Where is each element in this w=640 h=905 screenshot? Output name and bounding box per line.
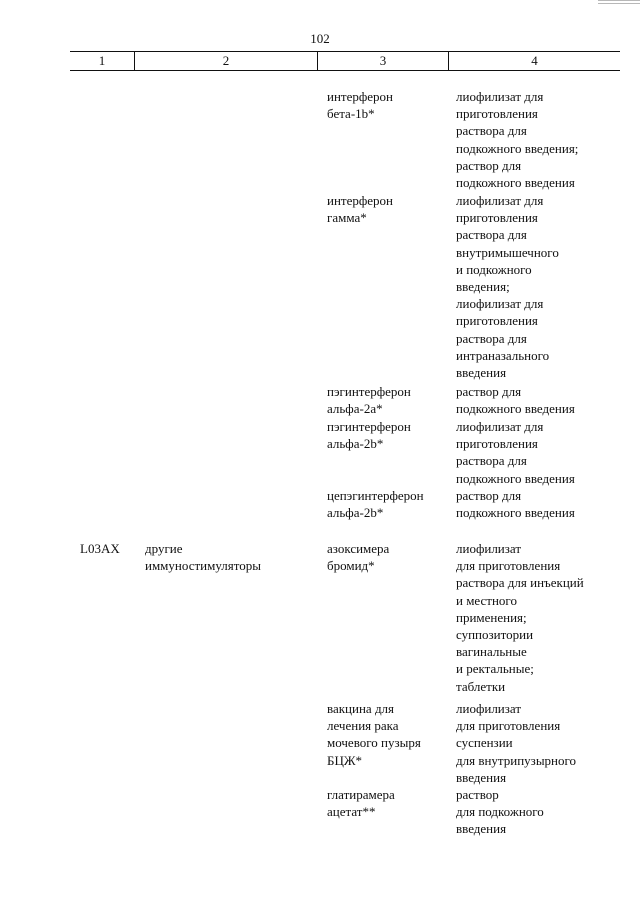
- drug-name-line: азоксимера: [327, 541, 390, 556]
- dosage-form-line: лиофилизат для: [456, 89, 544, 104]
- dosage-form-line: введения: [456, 365, 507, 381]
- dosage-form-line: лиофилизат: [456, 541, 522, 556]
- dosage-form-azoximer-bromide: [456, 540, 584, 695]
- drug-name-line: вакцина для: [327, 701, 395, 716]
- atc-group-name: [145, 540, 261, 574]
- dosage-form-line: суппозитории: [456, 627, 534, 643]
- drug-name-line: пэгинтерферон: [327, 419, 411, 434]
- dosage-form-cepeginterferon-alfa-2b: [456, 487, 575, 521]
- dosage-form-line: и ректальные;: [456, 661, 534, 677]
- dosage-form-line: и подкожного: [456, 261, 532, 277]
- dosage-form-line: лиофилизат для: [456, 193, 544, 208]
- drug-name-line: альфа-2b*: [327, 436, 384, 452]
- drug-name-line: БЦЖ*: [327, 752, 363, 768]
- drug-name-interferon-beta-1b: [327, 88, 393, 122]
- dosage-form-line: вагинальные: [456, 644, 527, 660]
- drug-name-line: бромид*: [327, 558, 375, 574]
- dosage-form-line: интраназального: [456, 347, 550, 363]
- dosage-form-line: лиофилизат для: [456, 296, 544, 312]
- scan-corner-mark: [598, 0, 640, 6]
- drug-name-line: пэгинтерферон: [327, 384, 411, 399]
- dosage-form-line: подкожного введения: [456, 470, 575, 486]
- dosage-form-line: раствор: [456, 787, 499, 802]
- drug-name-glatiramer-acetate: [327, 786, 395, 820]
- dosage-form-line: для приготовления: [456, 718, 561, 734]
- drug-name-bcg-vaccine: [327, 700, 421, 769]
- dosage-form-line: подкожного введения: [456, 401, 575, 417]
- drug-name-line: мочевого пузыря: [327, 735, 421, 751]
- drug-name-line: интерферон: [327, 193, 394, 208]
- dosage-form-line: раствор для: [456, 157, 522, 173]
- dosage-form-line: раствора для: [456, 123, 527, 139]
- drug-name-line: цепэгинтерферон: [327, 488, 424, 503]
- drug-name-line: глатирамера: [327, 787, 395, 802]
- dosage-form-line: раствора для: [456, 453, 527, 469]
- drug-name-line: альфа-2b*: [327, 505, 384, 521]
- dosage-form-line: подкожного введения: [456, 505, 575, 521]
- atc-code: [80, 540, 120, 557]
- column-header-row: [70, 51, 620, 71]
- dosage-form-line: суспензии: [456, 735, 513, 751]
- dosage-form-line: раствора для: [456, 227, 527, 243]
- dosage-form-line: и местного: [456, 592, 517, 608]
- drug-name-line: бета-1b*: [327, 106, 375, 122]
- dosage-form-line: лиофилизат: [456, 701, 522, 716]
- dosage-form-interferon-gamma: [456, 192, 559, 381]
- page-number: 102: [310, 31, 330, 46]
- dosage-form-line: раствор для: [456, 488, 522, 503]
- dosage-form-line: приготовления: [456, 210, 538, 226]
- dosage-form-line: приготовления: [456, 106, 538, 122]
- drug-name-line: ацетат**: [327, 804, 376, 820]
- dosage-form-line: приготовления: [456, 313, 538, 329]
- dosage-form-line: подкожного введения;: [456, 140, 579, 156]
- dosage-form-interferon-beta-1b: [456, 88, 578, 191]
- dosage-form-line: введения: [456, 769, 507, 785]
- dosage-form-line: раствор для: [456, 384, 522, 399]
- drug-name-line: лечения рака: [327, 718, 399, 734]
- dosage-form-line: таблетки: [456, 678, 506, 694]
- atc-group-name-line: другие: [145, 541, 183, 556]
- atc-group-name-line: иммуностимуляторы: [145, 558, 261, 574]
- drug-name-azoximer-bromide: [327, 540, 389, 574]
- dosage-form-line: для внутрипузырного: [456, 752, 577, 768]
- dosage-form-line: для подкожного: [456, 804, 544, 820]
- dosage-form-line: раствора для: [456, 330, 527, 346]
- column-header-3: 3: [318, 52, 449, 70]
- drug-name-interferon-gamma: [327, 192, 393, 226]
- dosage-form-glatiramer-acetate: [456, 786, 544, 838]
- dosage-form-line: введения;: [456, 279, 510, 295]
- atc-code-text: L03AX: [80, 541, 120, 556]
- dosage-form-line: лиофилизат для: [456, 419, 544, 434]
- dosage-form-line: введения: [456, 821, 507, 837]
- dosage-form-line: приготовления: [456, 436, 538, 452]
- column-header-2: 2: [135, 52, 318, 70]
- dosage-form-line: для приготовления: [456, 558, 561, 574]
- drug-name-cepeginterferon-alfa-2b: [327, 487, 424, 521]
- column-header-1: 1: [70, 52, 135, 70]
- drug-name-line: гамма*: [327, 210, 367, 226]
- dosage-form-bcg-vaccine: [456, 700, 576, 786]
- dosage-form-line: внутримышечного: [456, 244, 559, 260]
- dosage-form-line: раствора для инъекций: [456, 575, 584, 591]
- dosage-form-line: подкожного введения: [456, 175, 575, 191]
- column-header-4: 4: [531, 53, 538, 68]
- dosage-form-peginterferon-alfa-2b: [456, 418, 575, 487]
- drug-name-peginterferon-alfa-2a: [327, 383, 411, 417]
- drug-name-peginterferon-alfa-2b: [327, 418, 411, 452]
- drug-name-line: интерферон: [327, 89, 394, 104]
- drug-name-line: альфа-2a*: [327, 401, 383, 417]
- dosage-form-line: применения;: [456, 609, 527, 625]
- dosage-form-peginterferon-alfa-2a: [456, 383, 575, 417]
